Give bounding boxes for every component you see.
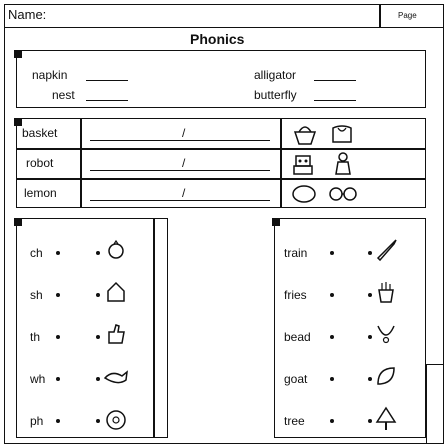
match-dot (56, 251, 60, 255)
match-dot (56, 377, 60, 381)
table-divider (80, 118, 82, 208)
sunglasses-icon (328, 185, 358, 203)
digraph: th (30, 330, 41, 344)
leaf-icon (374, 364, 398, 388)
word-nest: nest (52, 88, 75, 102)
blank-line (314, 100, 356, 101)
bag-icon (330, 122, 354, 146)
rocket-icon (374, 238, 400, 262)
word-butterfly: butterfly (254, 88, 297, 102)
match-dot (96, 335, 100, 339)
match-word: fries (284, 288, 307, 302)
name-label: Name: (8, 7, 47, 22)
split-table (16, 118, 426, 208)
digraph: ph (30, 414, 44, 428)
match-word: bead (284, 330, 311, 344)
page-title: Phonics (190, 31, 245, 47)
match-dot (330, 335, 334, 339)
chicken-icon (104, 238, 128, 262)
pushpin-icon (14, 218, 22, 226)
match-dot (330, 419, 334, 423)
person-icon (332, 152, 354, 176)
row-divider (16, 178, 426, 180)
match-word: train (284, 246, 308, 260)
split-word: lemon (24, 186, 57, 200)
match-dot (368, 293, 372, 297)
match-dot (96, 419, 100, 423)
match-dot (56, 293, 60, 297)
pushpin-icon (14, 50, 22, 58)
whale-icon (102, 366, 130, 388)
robot-icon (290, 152, 316, 176)
blank-line (90, 170, 270, 171)
match-dot (96, 293, 100, 297)
tree-icon (374, 406, 398, 432)
match-dot (368, 335, 372, 339)
match-dot (368, 419, 372, 423)
match-word: tree (284, 414, 305, 428)
pushpin-icon (14, 118, 22, 126)
match-dot (368, 251, 372, 255)
name-field (4, 4, 380, 28)
digraph: wh (30, 372, 46, 386)
blank-line (90, 200, 270, 201)
lemon-icon (290, 183, 318, 205)
blank-line (90, 140, 270, 141)
match-dot (330, 293, 334, 297)
basket-icon (292, 122, 318, 146)
split-word: basket (22, 126, 58, 140)
match-word: goat (284, 372, 308, 386)
pushpin-icon (272, 218, 280, 226)
blank-line (86, 100, 128, 101)
house-icon (104, 280, 128, 304)
match-dot (330, 251, 334, 255)
blank-line (314, 80, 356, 81)
middle-strip (154, 218, 168, 438)
fries-icon (374, 280, 398, 304)
corner-stub (426, 364, 444, 444)
split-word: robot (26, 156, 54, 170)
match-dot (56, 419, 60, 423)
slash: / (182, 156, 186, 170)
page-badge-text: Page (398, 11, 417, 20)
table-divider (280, 118, 282, 208)
digraph: ch (30, 246, 43, 260)
phone-icon (104, 408, 128, 432)
slash: / (182, 126, 186, 140)
blank-line (86, 80, 128, 81)
word-napkin: napkin (32, 68, 68, 82)
blank-section (16, 50, 426, 108)
match-dot (56, 335, 60, 339)
slash: / (182, 186, 186, 200)
necklace-icon (374, 322, 398, 346)
row-divider (16, 148, 426, 150)
match-dot (330, 377, 334, 381)
match-dot (368, 377, 372, 381)
match-dot (96, 251, 100, 255)
digraph: sh (30, 288, 43, 302)
match-dot (96, 377, 100, 381)
word-alligator: alligator (254, 68, 297, 82)
thumb-icon (104, 322, 128, 346)
